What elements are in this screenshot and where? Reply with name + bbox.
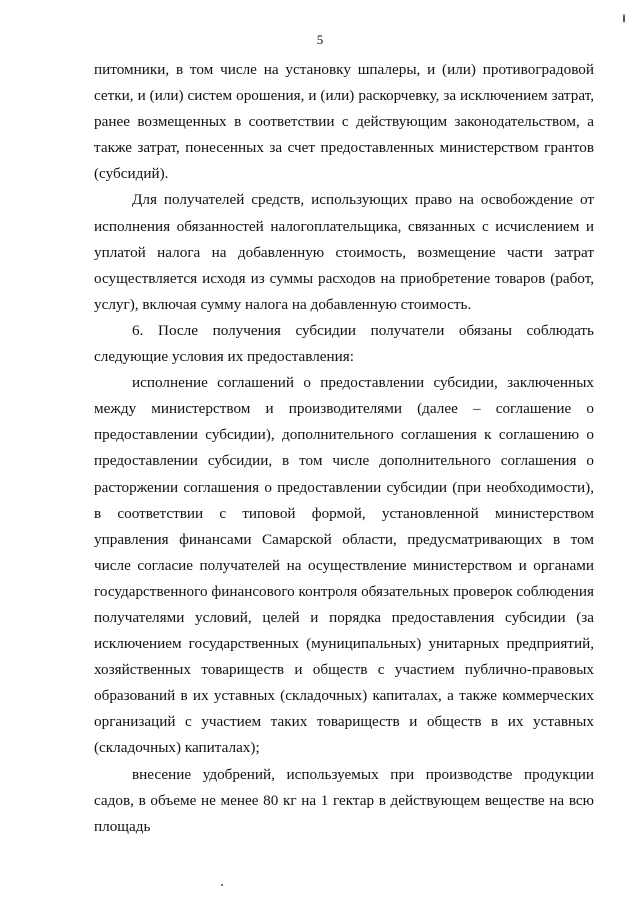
page-number: 5 bbox=[316, 32, 324, 47]
scan-speck bbox=[623, 14, 625, 23]
paragraph-clause-6: 6. После получения субсидии получатели обязаны соблюдать следующие условия их предоставления: bbox=[94, 321, 594, 366]
paragraph-agreement-conditions: исполнение соглашений о предоставлении субсидии, заключенных между министерством и производителями (далее – соглашение о предоставлении субсидии), дополнительного соглашения к соглашению о предоставлении субсидии, в том числе дополнительного соглашения о расторжении соглашения о предоставлении субсидии (при необходимости), в соответствии с типовой формой, установленной министерством управления финансами Самарской области, предусматривающих в том числе согласие получателей на осуществление министерством и органами государственного финансового контроля обязательных проверок соблюдения получателями условий, целей и порядка предоставления субсидии (за исключением государственных (муниципальных) унитарных предприятий, хозяйственных товариществ и обществ с участием публично-правовых образований в их уставных (складочных) капиталах, а также коммерческих организаций с участием таких товариществ и обществ в их уставных (складочных) капиталах); bbox=[94, 374, 594, 757]
document-body bbox=[94, 57, 594, 840]
paragraph-vat-exemption: Для получателей средств, использующих право на освобождение от исполнения обязанностей налогоплательщика, связанных с исчислением и уплатой налога на добавленную стоимость, возмещение части затрат осуществляется исходя из суммы расходов на приобретение товаров (работ, услуг), включая сумму налога на добавленную стоимость. bbox=[94, 191, 594, 313]
paragraph-fertilizer: внесение удобрений, используемых при производстве продукции садов, в объеме не менее 80 кг на 1 гектар в действующем веществе на всю площадь bbox=[94, 765, 594, 835]
paragraph-continuation: питомники, в том числе на установку шпалеры, и (или) противоградовой сетки, и (или) систем орошения, и (или) раскорчевку, за исключением затрат, ранее возмещенных в соответствии с действующим законодательством, а также затрат, понесенных за счет предоставленных министерством грантов (субсидий). bbox=[94, 61, 594, 183]
scan-speck bbox=[221, 884, 223, 886]
